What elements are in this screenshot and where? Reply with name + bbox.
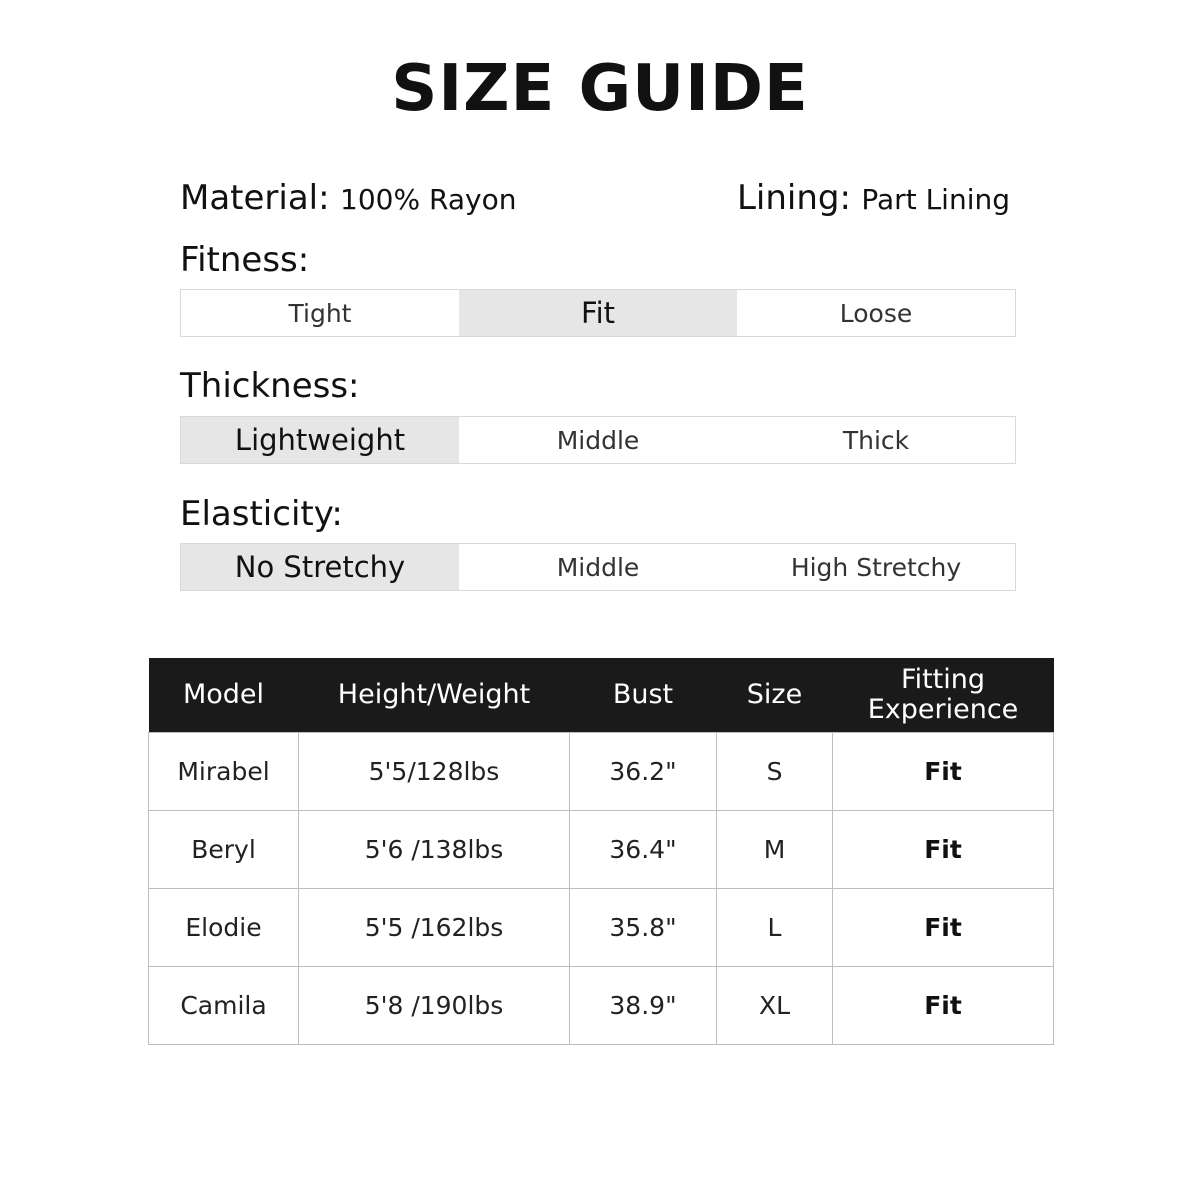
header-bust: Bust [570,658,717,733]
table-row [149,889,1054,967]
material-value: 100% Rayon [340,183,517,216]
cell-size: S [717,733,833,811]
table-header-row [149,658,1054,733]
cell-model: Beryl [149,811,299,889]
model-size-table [148,658,1054,1045]
cell-bust: 36.4" [570,811,717,889]
cell-height-weight: 5'6 /138lbs [299,811,570,889]
header-height-weight: Height/Weight [299,658,570,733]
elasticity-option-high-stretchy: High Stretchy [737,544,1015,590]
cell-bust: 35.8" [570,889,717,967]
cell-size: M [717,811,833,889]
fitness-scale [180,289,1016,337]
thickness-scale [180,416,1016,464]
cell-bust: 38.9" [570,967,717,1045]
header-model: Model [149,658,299,733]
header-size: Size [717,658,833,733]
cell-fitting-experience: Fit [833,733,1054,811]
elasticity-scale [180,543,1016,591]
fitness-option-loose: Loose [737,290,1015,336]
lining-value: Part Lining [861,183,1010,216]
cell-fitting-experience: Fit [833,967,1054,1045]
thickness-option-lightweight: Lightweight [181,417,459,463]
fitness-option-tight: Tight [181,290,459,336]
table-row [149,733,1054,811]
fitness-label: Fitness: [180,240,310,280]
cell-model: Elodie [149,889,299,967]
thickness-option-thick: Thick [737,417,1015,463]
cell-height-weight: 5'5/128lbs [299,733,570,811]
thickness-label: Thickness: [180,366,360,406]
material-info [180,178,516,218]
cell-bust: 36.2" [570,733,717,811]
elasticity-option-middle: Middle [459,544,737,590]
material-lining-row [180,178,1010,222]
page-title: SIZE GUIDE [391,52,809,126]
cell-fitting-experience: Fit [833,889,1054,967]
table-row [149,967,1054,1045]
fitness-option-fit: Fit [459,290,737,336]
cell-height-weight: 5'5 /162lbs [299,889,570,967]
elasticity-option-no-stretchy: No Stretchy [181,544,459,590]
thickness-option-middle: Middle [459,417,737,463]
cell-size: L [717,889,833,967]
cell-model: Camila [149,967,299,1045]
lining-info [737,178,1010,218]
lining-label: Lining: [736,178,851,218]
elasticity-label: Elasticity: [180,494,343,534]
material-label: Material: [180,178,330,218]
cell-fitting-experience: Fit [833,811,1054,889]
cell-size: XL [717,967,833,1045]
cell-model: Mirabel [149,733,299,811]
table-row [149,811,1054,889]
cell-height-weight: 5'8 /190lbs [299,967,570,1045]
header-fitting-experience: Fitting Experience [833,658,1054,733]
